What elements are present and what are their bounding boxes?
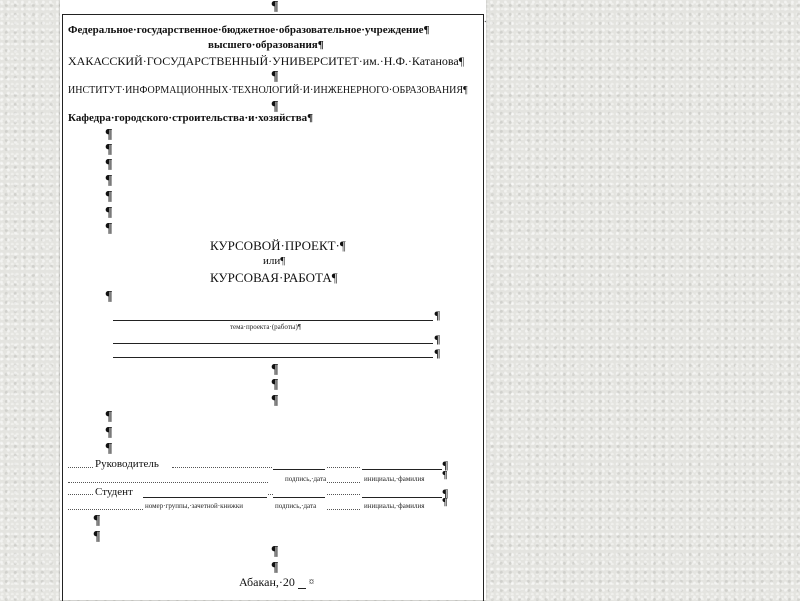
supervisor-signature-line	[273, 469, 325, 470]
paragraph-mark: ¶	[105, 289, 113, 304]
paragraph-mark: ¶	[271, 393, 279, 408]
student-label: Студент	[95, 486, 133, 498]
tab-leader	[172, 467, 272, 468]
tab-leader	[68, 494, 93, 495]
paragraph-mark: ¶	[105, 127, 113, 142]
paragraph-mark: ¶	[434, 332, 441, 346]
paragraph-mark: ¶	[105, 189, 113, 204]
student-signature-line	[273, 497, 325, 498]
title-or: или¶	[263, 255, 286, 267]
paragraph-mark: ¶	[442, 470, 448, 481]
topic-line-2	[113, 343, 433, 344]
paragraph-mark: ¶	[93, 529, 101, 544]
tab-leader	[327, 482, 360, 483]
tab-leader	[327, 509, 360, 510]
paragraph-mark: ¶	[105, 425, 113, 440]
title-course-project: КУРСОВОЙ·ПРОЕКТ·¶	[210, 238, 346, 253]
city-year: Абакан,·20	[239, 575, 295, 589]
paragraph-mark: ¶	[271, 0, 279, 14]
tab-leader	[68, 482, 268, 483]
paragraph-mark: ¶	[105, 142, 113, 157]
tab-leader	[68, 509, 143, 510]
paragraph-mark: ¶	[105, 221, 113, 236]
paragraph-mark: ¶	[105, 157, 113, 172]
paragraph-mark: ¶	[105, 173, 113, 188]
student-group-caption: номер·группы,·зачетной·книжки	[145, 502, 244, 510]
paragraph-mark: ¶	[93, 513, 101, 528]
tab-leader	[327, 494, 360, 495]
tab-leader	[68, 467, 93, 468]
paragraph-mark: ¶	[271, 377, 279, 392]
paragraph-mark: ¶	[271, 69, 279, 84]
paragraph-mark: ¶	[105, 409, 113, 424]
corner-mark: ⸱	[484, 17, 487, 28]
supervisor-label: Руководитель	[95, 458, 159, 470]
paragraph-mark: ¶	[434, 308, 441, 322]
header-line-1: Федеральное·государственное·бюджетное·образовательное·учреждение¶	[68, 24, 430, 36]
topic-line-3	[113, 357, 433, 358]
paragraph-mark: ¶	[105, 205, 113, 220]
paragraph-mark: ¶	[271, 99, 279, 114]
paragraph-mark: ¶	[442, 497, 448, 508]
end-of-cell-mark: ¤	[309, 577, 314, 588]
title-course-work: КУРСОВАЯ·РАБОТА¶	[210, 270, 338, 285]
paragraph-mark: ¶	[442, 458, 449, 472]
paragraph-mark: ¶	[271, 544, 279, 559]
supervisor-name-line	[362, 469, 442, 470]
tab-leader	[268, 494, 273, 495]
student-group-line	[143, 497, 267, 498]
institute-name: ИНСТИТУТ·ИНФОРМАЦИОННЫХ·ТЕХНОЛОГИЙ·И·ИНЖЕНЕРНОГО·ОБРАЗОВАНИЯ¶	[68, 85, 468, 96]
department-name: Кафедра·городского·строительства·и·хозяйства¶	[68, 112, 314, 124]
paragraph-mark: ¶	[442, 486, 449, 500]
year-blank-line	[298, 588, 306, 589]
paragraph-mark: ¶	[434, 346, 441, 360]
supervisor-signature-caption: подпись,·дата	[285, 475, 327, 483]
topic-line-1	[113, 320, 433, 321]
university-name: ХАКАССКИЙ·ГОСУДАРСТВЕННЫЙ·УНИВЕРСИТЕТ·им.·Н.Ф.·Катанова¶	[68, 54, 465, 68]
paragraph-mark: ¶	[105, 441, 113, 456]
student-signature-caption: подпись,·дата	[275, 502, 317, 510]
topic-caption: тема·проекта·(работы)¶	[230, 323, 301, 331]
student-initials-caption: инициалы,·фамилия	[364, 502, 425, 510]
header-line-2: высшего·образования¶	[208, 39, 324, 51]
student-name-line	[362, 497, 442, 498]
supervisor-initials-caption: инициалы,·фамилия	[364, 475, 425, 483]
tab-leader	[327, 467, 360, 468]
paragraph-mark: ¶	[271, 560, 279, 575]
paragraph-mark: ¶	[271, 362, 279, 377]
